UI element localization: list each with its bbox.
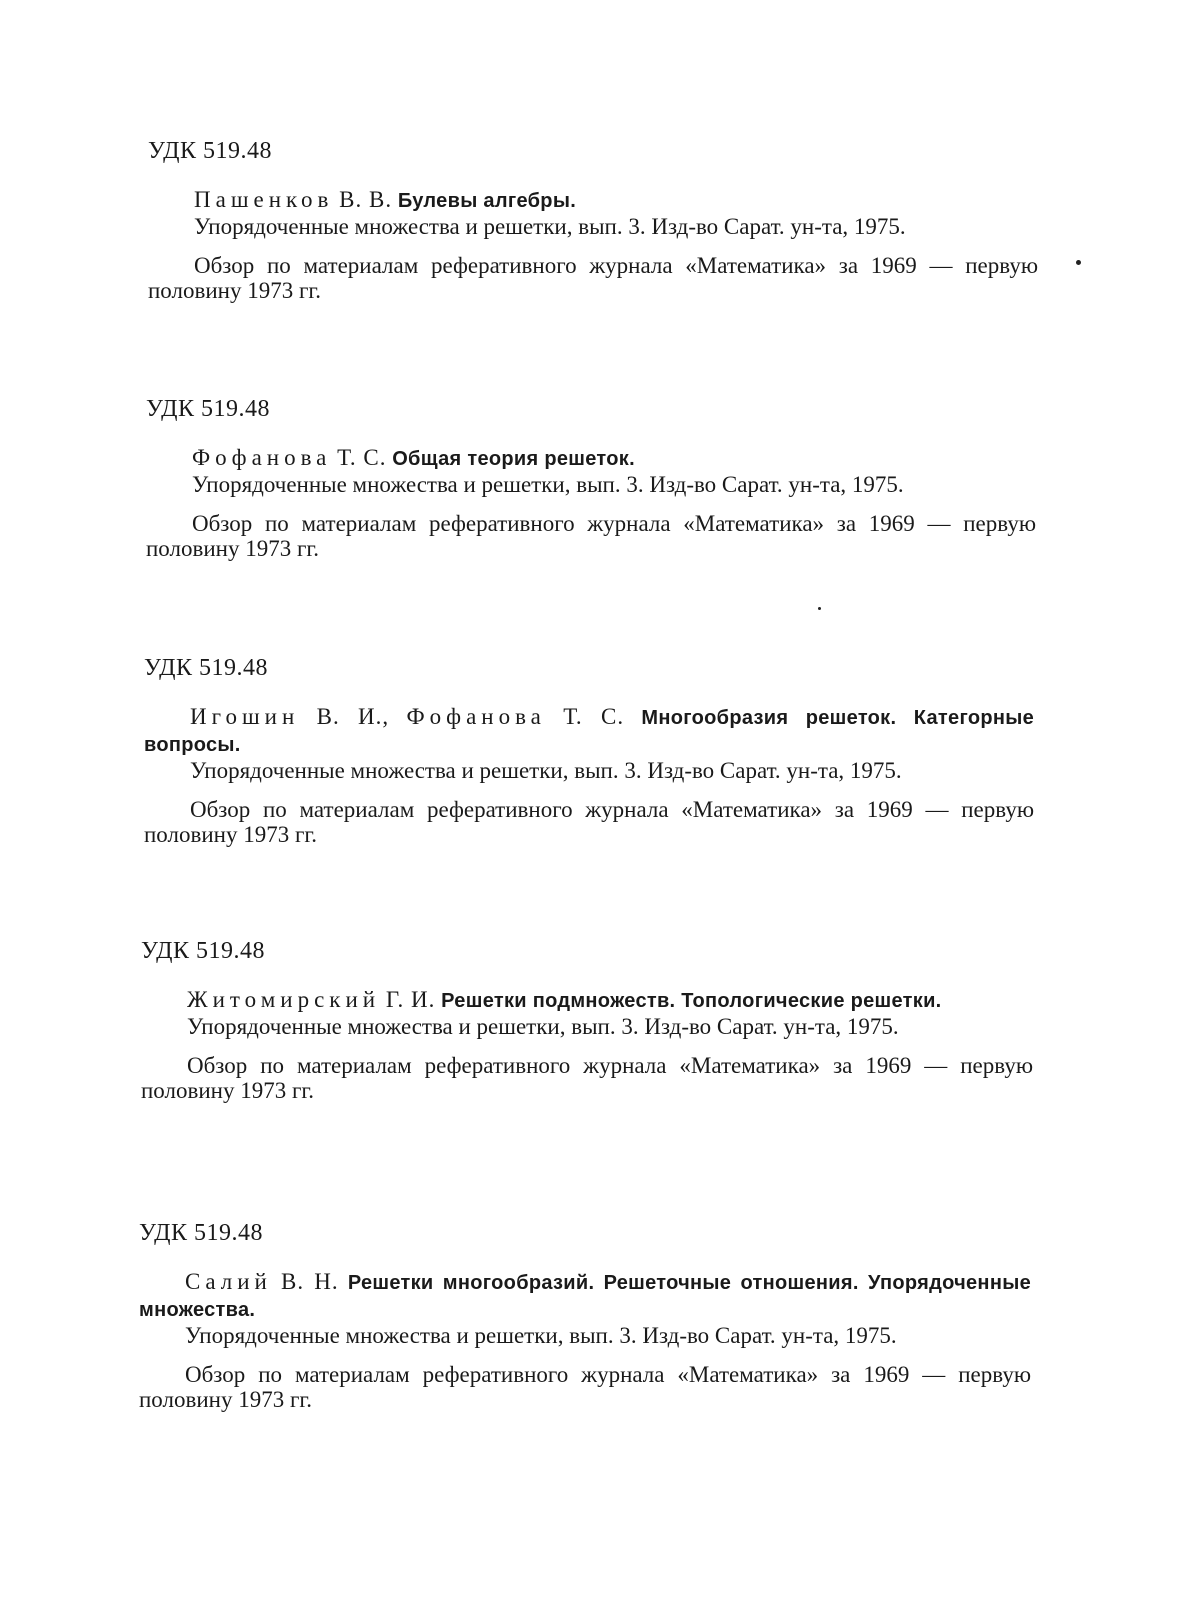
entry-title: Булевы алгебры.	[397, 190, 577, 212]
entry-title: Решетки подмножеств. Топологические решетки.	[441, 990, 942, 1012]
entry-heading	[144, 704, 1034, 758]
author-name: Пашенков	[194, 187, 334, 212]
author-name: Салий	[185, 1269, 272, 1294]
entry-heading	[146, 445, 1036, 472]
author-name: Житомирский	[187, 987, 381, 1012]
entry-heading	[141, 987, 1033, 1014]
entry-source: Упорядоченные множества и решетки, вып. 3. Изд-во Сарат. ун-та, 1975.	[190, 758, 902, 783]
udk-code: УДК 519.48	[148, 138, 272, 164]
entry-note: Обзор по материалам реферативного журнала «Математика» за 1969 — первую половину 1973 гг.	[146, 511, 1036, 561]
author-initials: Г. И.	[385, 987, 436, 1012]
author-initials: В. И.,	[316, 704, 390, 729]
entry-note: Обзор по материалам реферативного журнала «Математика» за 1969 — первую половину 1973 гг.	[139, 1362, 1031, 1412]
udk-code: УДК 519.48	[146, 396, 270, 422]
entry-title: Решетки многообразий. Решеточные отношения. Упорядоченные множества.	[139, 1272, 1031, 1321]
author-initials: В. Н.	[281, 1269, 339, 1294]
entry-title: Общая теория решеток.	[392, 448, 635, 470]
entry-note: Обзор по материалам реферативного журнала «Математика» за 1969 — первую половину 1973 гг.	[144, 797, 1034, 847]
abstract-entry	[141, 939, 1033, 1103]
udk-code: УДК 519.48	[141, 938, 265, 964]
abstract-entry	[146, 397, 1036, 561]
author-initials-second: Т. С.	[563, 704, 625, 729]
entry-source: Упорядоченные множества и решетки, вып. 3. Изд-во Сарат. ун-та, 1975.	[192, 472, 904, 497]
entry-title: Многообразия решеток. Категорные вопросы.	[144, 707, 1035, 756]
entry-source: Упорядоченные множества и решетки, вып. 3. Изд-во Сарат. ун-та, 1975.	[194, 214, 906, 239]
entry-heading	[139, 1269, 1031, 1323]
scan-speck	[1076, 260, 1081, 265]
abstract-entry	[144, 656, 1034, 847]
author-initials: Т. С.	[337, 445, 387, 470]
udk-code: УДК 519.48	[144, 655, 268, 681]
entry-note: Обзор по материалам реферативного журнала «Математика» за 1969 — первую половину 1973 гг.	[148, 253, 1038, 303]
author-name: Игошин	[190, 704, 300, 729]
scan-speck	[818, 607, 821, 610]
abstract-entry	[148, 139, 1038, 303]
abstract-entry	[139, 1221, 1031, 1412]
author-name: Фофанова	[192, 445, 332, 470]
entry-note: Обзор по материалам реферативного журнала «Математика» за 1969 — первую половину 1973 гг.	[141, 1053, 1033, 1103]
author-name-second: Фофанова	[406, 704, 546, 729]
entry-source: Упорядоченные множества и решетки, вып. 3. Изд-во Сарат. ун-та, 1975.	[185, 1323, 897, 1348]
udk-code: УДК 519.48	[139, 1220, 263, 1246]
author-initials: В. В.	[339, 187, 393, 212]
entry-heading	[148, 187, 1038, 214]
entry-source: Упорядоченные множества и решетки, вып. 3. Изд-во Сарат. ун-та, 1975.	[187, 1014, 899, 1039]
